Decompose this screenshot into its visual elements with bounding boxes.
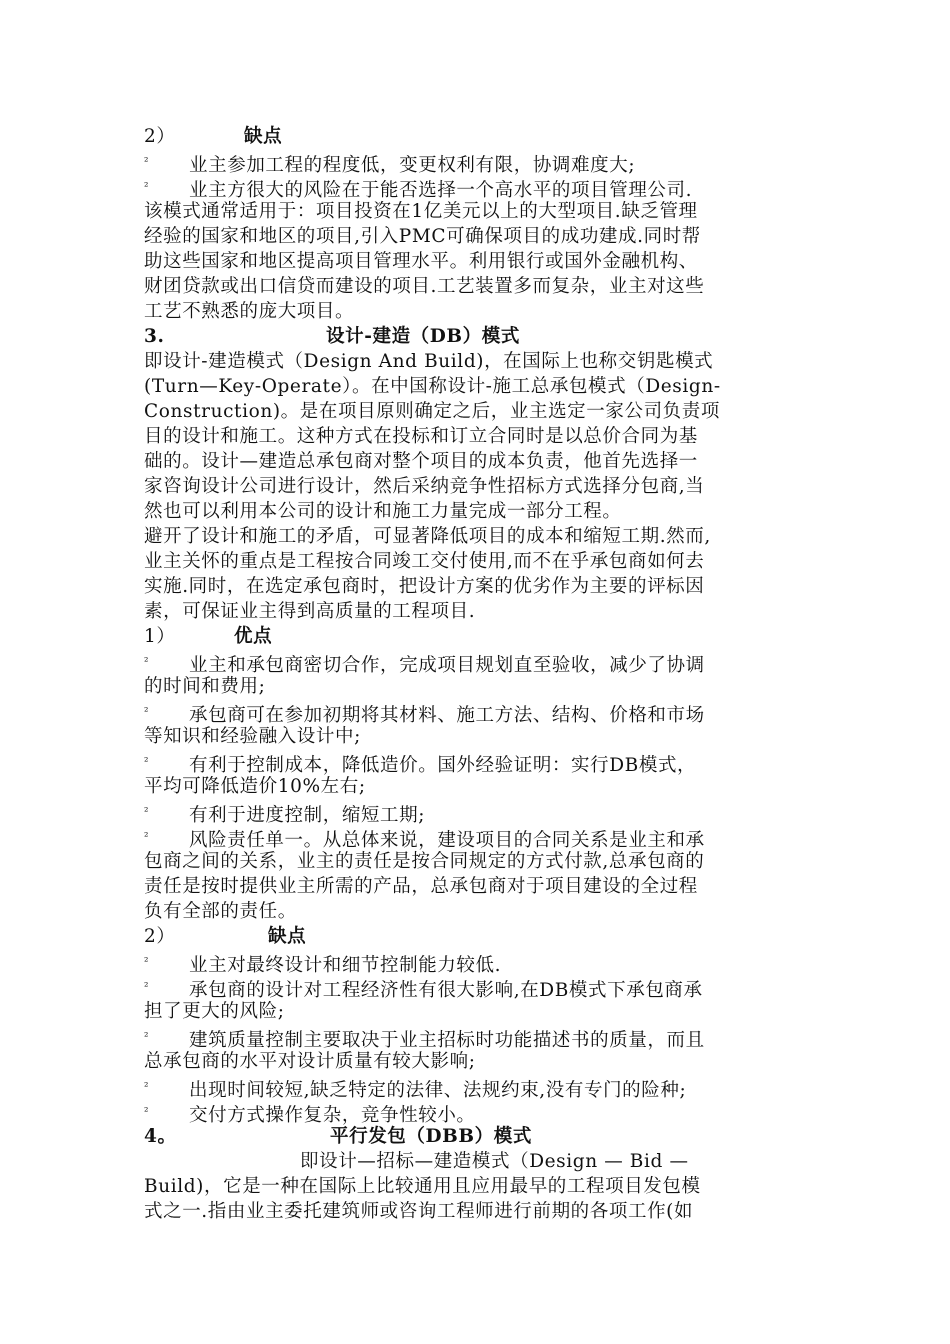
text-line: 础的。设计—建造总承包商对整个项目的成本负责，他首先选择一 xyxy=(144,451,698,472)
bullet-marker: ² xyxy=(144,980,150,993)
text-line: 平均可降低造价10%左右; xyxy=(144,776,366,797)
heading-title: 缺点 xyxy=(268,926,307,947)
heading-section-3: 3. 设计-建造（DB）模式 xyxy=(144,326,520,347)
bullet-marker: ² xyxy=(144,1080,150,1093)
text-line: 家咨询设计公司进行设计，然后采纳竞争性招标方式选择分包商,当 xyxy=(144,476,705,497)
text-line: 业主关怀的重点是工程按合同竣工交付使用,而不在乎承包商如何去 xyxy=(144,551,705,572)
bullet-item: $^{^2}$ 承包商可在参加初期将其材料、施工方法、结构、价格和市场 xyxy=(144,705,705,726)
text-line: Construction)。是在项目原则确定之后，业主选定一家公司负责项 xyxy=(144,401,720,422)
text-line: 等知识和经验融入设计中; xyxy=(144,726,361,747)
heading-title: 缺点 xyxy=(244,126,283,147)
text-line: Build)，它是一种在国际上比较通用且应用最早的工程项目发包模 xyxy=(144,1176,701,1197)
text-line: 然也可以利用本公司的设计和施工力量完成一部分工程。 xyxy=(144,501,622,522)
heading-title: 优点 xyxy=(234,626,273,647)
bullet-marker: ² xyxy=(144,755,150,768)
text-line: (Turn—Key-Operate）。在中国称设计-施工总承包模式（Design- xyxy=(144,376,721,397)
bullet-item: $^{^2}$ 风险责任单一。从总体来说，建设项目的合同关系是业主和承 xyxy=(144,830,705,851)
text-line: 的时间和费用; xyxy=(144,676,266,697)
bullet-marker: ² xyxy=(144,1030,150,1043)
bullet-item: $^{^2}$ 有利于控制成本，降低造价。国外经验证明：实行DB模式， xyxy=(144,755,697,776)
heading-cons-2: 2） 缺点 xyxy=(144,926,307,947)
bullet-marker: ² xyxy=(144,830,150,843)
text-line: 助这些国家和地区提高项目管理水平。利用银行或国外金融机构、 xyxy=(144,251,698,272)
bullet-marker: ² xyxy=(144,1105,150,1118)
text-line: 即设计-建造模式（Design And Build)，在国际上也称交钥匙模式 xyxy=(144,351,714,372)
text-line: 实施.同时，在选定承包商时，把设计方案的优劣作为主要的评标因 xyxy=(144,576,705,597)
bullet-item: $^{^2}$ 建筑质量控制主要取决于业主招标时功能描述书的质量，而且 xyxy=(144,1030,705,1051)
bullet-marker: ² xyxy=(144,955,150,968)
bullet-item: $^{^2}$ 出现时间较短,缺乏特定的法律、法规约束,没有专门的险种; xyxy=(144,1080,687,1101)
text-line: 担了更大的风险; xyxy=(144,1001,285,1022)
text-line: 经验的国家和地区的项目,引入PMC可确保项目的成功建成.同时帮 xyxy=(144,226,701,247)
bullet-marker: ² xyxy=(144,655,150,668)
bullet-item: $^{^2}$ 业主对最终设计和细节控制能力较低. xyxy=(144,955,502,976)
heading-pros: 1） 优点 xyxy=(144,626,273,647)
text-line: 包商之间的关系，业主的责任是按合同规定的方式付款,总承包商的 xyxy=(144,851,705,872)
text-line: 工艺不熟悉的庞大项目。 xyxy=(144,301,355,322)
bullet-item: $^{^2}$ 业主和承包商密切合作，完成项目规划直至验收，减少了协调 xyxy=(144,655,705,676)
heading-title: 平行发包（DBB）模式 xyxy=(330,1126,532,1147)
bullet-item: $^{^2}$ 承包商的设计对工程经济性有很大影响,在DB模式下承包商承 xyxy=(144,980,703,1001)
bullet-item: $^{^2}$ 有利于进度控制，缩短工期; xyxy=(144,805,426,826)
text-line: 即设计—招标—建造模式（Design — Bid — xyxy=(300,1151,689,1172)
bullet-marker: ² xyxy=(144,155,150,168)
bullet-item: $^{^2}$ 交付方式操作复杂，竞争性较小。 xyxy=(144,1105,476,1126)
text-line: 避开了设计和施工的矛盾，可显著降低项目的成本和缩短工期.然而, xyxy=(144,526,711,547)
text-line: 总承包商的水平对设计质量有较大影响; xyxy=(144,1051,476,1072)
text-line: 素，可保证业主得到高质量的工程项目. xyxy=(144,601,476,622)
bullet-marker: ² xyxy=(144,805,150,818)
text-line: 责任是按时提供业主所需的产品，总承包商对于项目建设的全过程 xyxy=(144,876,698,897)
heading-title: 设计-建造（DB）模式 xyxy=(326,326,520,347)
text-line: 负有全部的责任。 xyxy=(144,901,297,922)
heading-section-4: 4。 平行发包（DBB）模式 xyxy=(144,1126,532,1147)
heading-cons-1: 2） 缺点 xyxy=(144,126,283,147)
bullet-item: $^{^2}$ 业主方很大的风险在于能否选择一个高水平的项目管理公司. xyxy=(144,180,693,201)
bullet-marker: ² xyxy=(144,705,150,718)
text-line: 式之一.指由业主委托建筑师或咨询工程师进行前期的各项工作(如 xyxy=(144,1201,694,1222)
bullet-marker: ² xyxy=(144,180,150,193)
bullet-item: $^{^2}$ 业主参加工程的程度低，变更权利有限，协调难度大; xyxy=(144,155,636,176)
text-line: 目的设计和施工。这种方式在投标和订立合同时是以总价合同为基 xyxy=(144,426,698,447)
text-line: 该模式通常适用于：项目投资在1亿美元以上的大型项目.缺乏管理 xyxy=(144,201,698,222)
text-line: 财团贷款或出口信贷而建设的项目.工艺装置多而复杂，业主对这些 xyxy=(144,276,705,297)
